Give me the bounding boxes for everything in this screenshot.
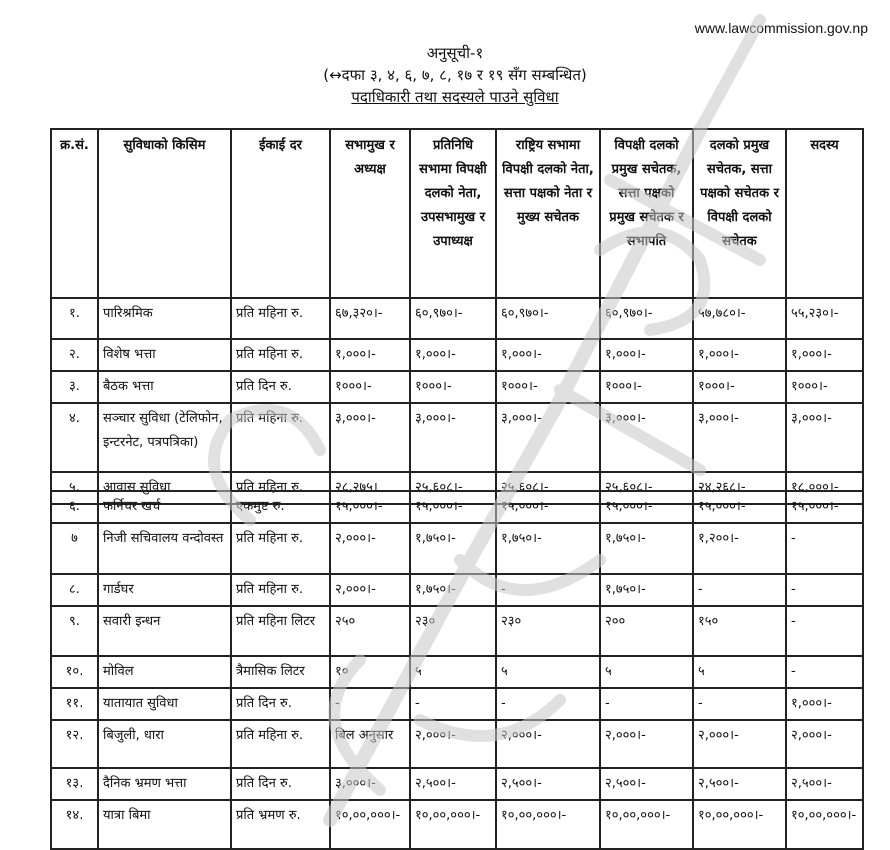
member-cell: ३,०००।-: [786, 403, 863, 472]
chief-whip-cell: ५: [600, 656, 693, 688]
unit-rate-cell: प्रति दिन रु.: [231, 768, 330, 800]
serial-number-cell: ५.: [51, 472, 98, 504]
unit-rate-cell: प्रति दिन रु.: [231, 688, 330, 720]
facility-type-cell: दैनिक भ्रमण भत्ता: [98, 768, 231, 800]
related-sections: (↔दफा ३, ४, ६, ७, ८, १७ र १९ सँग सम्बन्धित): [323, 66, 587, 84]
na-opposition-leader-cell: १०००।-: [496, 371, 600, 403]
facilities-table-part2: [50, 490, 864, 850]
speaker-chair-cell: २५०: [330, 606, 410, 656]
speaker-chair-cell: -: [330, 688, 410, 720]
column-header: क्र.सं.: [51, 129, 98, 298]
party-whip-cell: ५: [693, 656, 786, 688]
unit-rate-cell: प्रति दिन रु.: [231, 371, 330, 403]
member-cell: १०,००,०००।-: [786, 800, 863, 849]
facilities-table-part1: [50, 128, 864, 505]
chief-whip-cell: १,७५०।-: [600, 574, 693, 606]
party-whip-cell: २,०००।-: [693, 720, 786, 768]
unit-rate-cell: त्रैमासिक लिटर: [231, 656, 330, 688]
na-opposition-leader-cell: ५: [496, 656, 600, 688]
table-row: [51, 371, 863, 403]
na-opposition-leader-cell: -: [496, 574, 600, 606]
member-cell: २,५००।-: [786, 768, 863, 800]
speaker-chair-cell: १५,०००।-: [330, 491, 410, 523]
party-whip-cell: -: [693, 574, 786, 606]
party-whip-cell: २,५००।-: [693, 768, 786, 800]
facility-type-cell: सञ्चार सुविधा (टेलिफोन, इन्टरनेट, पत्रपत्रिका): [98, 403, 231, 472]
serial-number-cell: १०.: [51, 656, 98, 688]
speaker-chair-cell: १,०००।-: [330, 339, 410, 371]
column-header: प्रतिनिधि सभामा विपक्षी दलको नेता, उपसभामुख र उपाध्यक्ष: [410, 129, 496, 298]
speaker-chair-cell: १०००।-: [330, 371, 410, 403]
chief-whip-cell: २५,६०८।-: [600, 472, 693, 504]
unit-rate-cell: प्रति महिना लिटर: [231, 606, 330, 656]
column-header: सदस्य: [786, 129, 863, 298]
table-row: [51, 574, 863, 606]
chief-whip-cell: ६०,९७०।-: [600, 298, 693, 339]
party-whip-cell: ३,०००।-: [693, 403, 786, 472]
chief-whip-cell: १०००।-: [600, 371, 693, 403]
website-url: www.lawcommission.gov.np: [694, 20, 868, 36]
serial-number-cell: १.: [51, 298, 98, 339]
unit-rate-cell: प्रति महिना रु.: [231, 574, 330, 606]
facility-type-cell: निजी सचिवालय वन्दोवस्त: [98, 523, 231, 574]
chief-whip-cell: १०,००,०००।-: [600, 800, 693, 849]
hor-opposition-leader-cell: २,०००।-: [410, 720, 496, 768]
speaker-chair-cell: २,०००।-: [330, 574, 410, 606]
serial-number-cell: ८.: [51, 574, 98, 606]
party-whip-cell: २४,२६८।-: [693, 472, 786, 504]
facility-type-cell: गार्डघर: [98, 574, 231, 606]
table-row: [51, 720, 863, 768]
member-cell: -: [786, 574, 863, 606]
hor-opposition-leader-cell: २,५००।-: [410, 768, 496, 800]
hor-opposition-leader-cell: १०००।-: [410, 371, 496, 403]
unit-rate-cell: प्रति भ्रमण रु.: [231, 800, 330, 849]
column-header: राष्ट्रिय सभामा विपक्षी दलको नेता, सत्ता पक्षको नेता र मुख्य सचेतक: [496, 129, 600, 298]
facility-type-cell: बैठक भत्ता: [98, 371, 231, 403]
unit-rate-cell: प्रति महिना रु.: [231, 298, 330, 339]
table-row: [51, 491, 863, 523]
na-opposition-leader-cell: २,५००।-: [496, 768, 600, 800]
table-body-part1: [51, 298, 863, 504]
speaker-chair-cell: ३,०००।-: [330, 768, 410, 800]
facility-type-cell: बिजुली, धारा: [98, 720, 231, 768]
serial-number-cell: १२.: [51, 720, 98, 768]
party-whip-cell: ५७,७८०।-: [693, 298, 786, 339]
unit-rate-cell: प्रति महिना रु.: [231, 523, 330, 574]
member-cell: -: [786, 523, 863, 574]
table-header-row: [51, 129, 863, 298]
facility-type-cell: विशेष भत्ता: [98, 339, 231, 371]
member-cell: १,०००।-: [786, 339, 863, 371]
na-opposition-leader-cell: ६०,९७०।-: [496, 298, 600, 339]
hor-opposition-leader-cell: १५,०००।-: [410, 491, 496, 523]
member-cell: १,०००।-: [786, 688, 863, 720]
chief-whip-cell: -: [600, 688, 693, 720]
member-cell: २,०००।-: [786, 720, 863, 768]
column-header: ईकाई दर: [231, 129, 330, 298]
serial-number-cell: ४.: [51, 403, 98, 472]
member-cell: १०००।-: [786, 371, 863, 403]
speaker-chair-cell: २,०००।-: [330, 523, 410, 574]
column-header: सुविधाको किसिम: [98, 129, 231, 298]
facility-type-cell: फर्निचर खर्च: [98, 491, 231, 523]
party-whip-cell: १,०००।-: [693, 339, 786, 371]
na-opposition-leader-cell: २,०००।-: [496, 720, 600, 768]
table-row: [51, 403, 863, 472]
table-title: पदाधिकारी तथा सदस्यले पाउने सुविधा: [351, 88, 559, 106]
na-opposition-leader-cell: १,७५०।-: [496, 523, 600, 574]
facility-type-cell: यातायात सुविधा: [98, 688, 231, 720]
facility-type-cell: सवारी इन्धन: [98, 606, 231, 656]
member-cell: ५५,२३०।-: [786, 298, 863, 339]
serial-number-cell: २.: [51, 339, 98, 371]
member-cell: -: [786, 656, 863, 688]
facility-type-cell: यात्रा बिमा: [98, 800, 231, 849]
hor-opposition-leader-cell: १,७५०।-: [410, 523, 496, 574]
serial-number-cell: ११.: [51, 688, 98, 720]
serial-number-cell: ९.: [51, 606, 98, 656]
na-opposition-leader-cell: १०,००,०००।-: [496, 800, 600, 849]
na-opposition-leader-cell: -: [496, 688, 600, 720]
party-whip-cell: १०,००,०००।-: [693, 800, 786, 849]
facility-type-cell: पारिश्रमिक: [98, 298, 231, 339]
schedule-title: अनुसूची-१: [426, 44, 484, 62]
hor-opposition-leader-cell: १,७५०।-: [410, 574, 496, 606]
na-opposition-leader-cell: १५,०००।-: [496, 491, 600, 523]
speaker-chair-cell: २८,२७५।: [330, 472, 410, 504]
chief-whip-cell: ३,०००।-: [600, 403, 693, 472]
party-whip-cell: १,२००।-: [693, 523, 786, 574]
serial-number-cell: १३.: [51, 768, 98, 800]
chief-whip-cell: २००: [600, 606, 693, 656]
hor-opposition-leader-cell: १,०००।-: [410, 339, 496, 371]
unit-rate-cell: प्रति महिना रु.: [231, 339, 330, 371]
speaker-chair-cell: १०,००,०००।-: [330, 800, 410, 849]
party-whip-cell: १५,०००।-: [693, 491, 786, 523]
table-row: [51, 298, 863, 339]
column-header: विपक्षी दलको प्रमुख सचेतक, सत्ता पक्षको प्रमुख सचेतक र सभापति: [600, 129, 693, 298]
na-opposition-leader-cell: १,०००।-: [496, 339, 600, 371]
party-whip-cell: १०००।-: [693, 371, 786, 403]
table-row: [51, 656, 863, 688]
speaker-chair-cell: १०: [330, 656, 410, 688]
serial-number-cell: १४.: [51, 800, 98, 849]
party-whip-cell: -: [693, 688, 786, 720]
chief-whip-cell: १५,०००।-: [600, 491, 693, 523]
member-cell: १८,०००।-: [786, 472, 863, 504]
hor-opposition-leader-cell: ३,०००।-: [410, 403, 496, 472]
unit-rate-cell: प्रति महिना रु.: [231, 720, 330, 768]
chief-whip-cell: १,०००।-: [600, 339, 693, 371]
na-opposition-leader-cell: २५,६०८।-: [496, 472, 600, 504]
serial-number-cell: ३.: [51, 371, 98, 403]
column-header: सभामुख र अध्यक्ष: [330, 129, 410, 298]
table-row: [51, 523, 863, 574]
hor-opposition-leader-cell: २५,६०८।-: [410, 472, 496, 504]
party-whip-cell: १५०: [693, 606, 786, 656]
hor-opposition-leader-cell: ६०,९७०।-: [410, 298, 496, 339]
member-cell: १५,०००।-: [786, 491, 863, 523]
na-opposition-leader-cell: ३,०००।-: [496, 403, 600, 472]
speaker-chair-cell: ६७,३२०।-: [330, 298, 410, 339]
hor-opposition-leader-cell: १०,००,०००।-: [410, 800, 496, 849]
speaker-chair-cell: बिल अनुसार: [330, 720, 410, 768]
member-cell: -: [786, 606, 863, 656]
table-row: [51, 800, 863, 849]
hor-opposition-leader-cell: २३०: [410, 606, 496, 656]
facility-type-cell: मोविल: [98, 656, 231, 688]
unit-rate-cell: प्रति महिना रु.: [231, 403, 330, 472]
chief-whip-cell: २,०००।-: [600, 720, 693, 768]
hor-opposition-leader-cell: -: [410, 688, 496, 720]
serial-number-cell: ६.: [51, 491, 98, 523]
chief-whip-cell: १,७५०।-: [600, 523, 693, 574]
table-row: [51, 339, 863, 371]
table-row: [51, 688, 863, 720]
serial-number-cell: ७: [51, 523, 98, 574]
facility-type-cell: आवास सुविधा: [98, 472, 231, 504]
column-header: दलको प्रमुख सचेतक, सत्ता पक्षको सचेतक र विपक्षी दलको सचेतक: [693, 129, 786, 298]
table-row: [51, 768, 863, 800]
table-body-part2: [51, 491, 863, 849]
unit-rate-cell: प्रति महिना रु.: [231, 472, 330, 504]
chief-whip-cell: २,५००।-: [600, 768, 693, 800]
document-header: [0, 42, 890, 108]
unit-rate-cell: एकमुष्ट रु.: [231, 491, 330, 523]
table-row: [51, 606, 863, 656]
speaker-chair-cell: ३,०००।-: [330, 403, 410, 472]
na-opposition-leader-cell: २३०: [496, 606, 600, 656]
hor-opposition-leader-cell: ५: [410, 656, 496, 688]
